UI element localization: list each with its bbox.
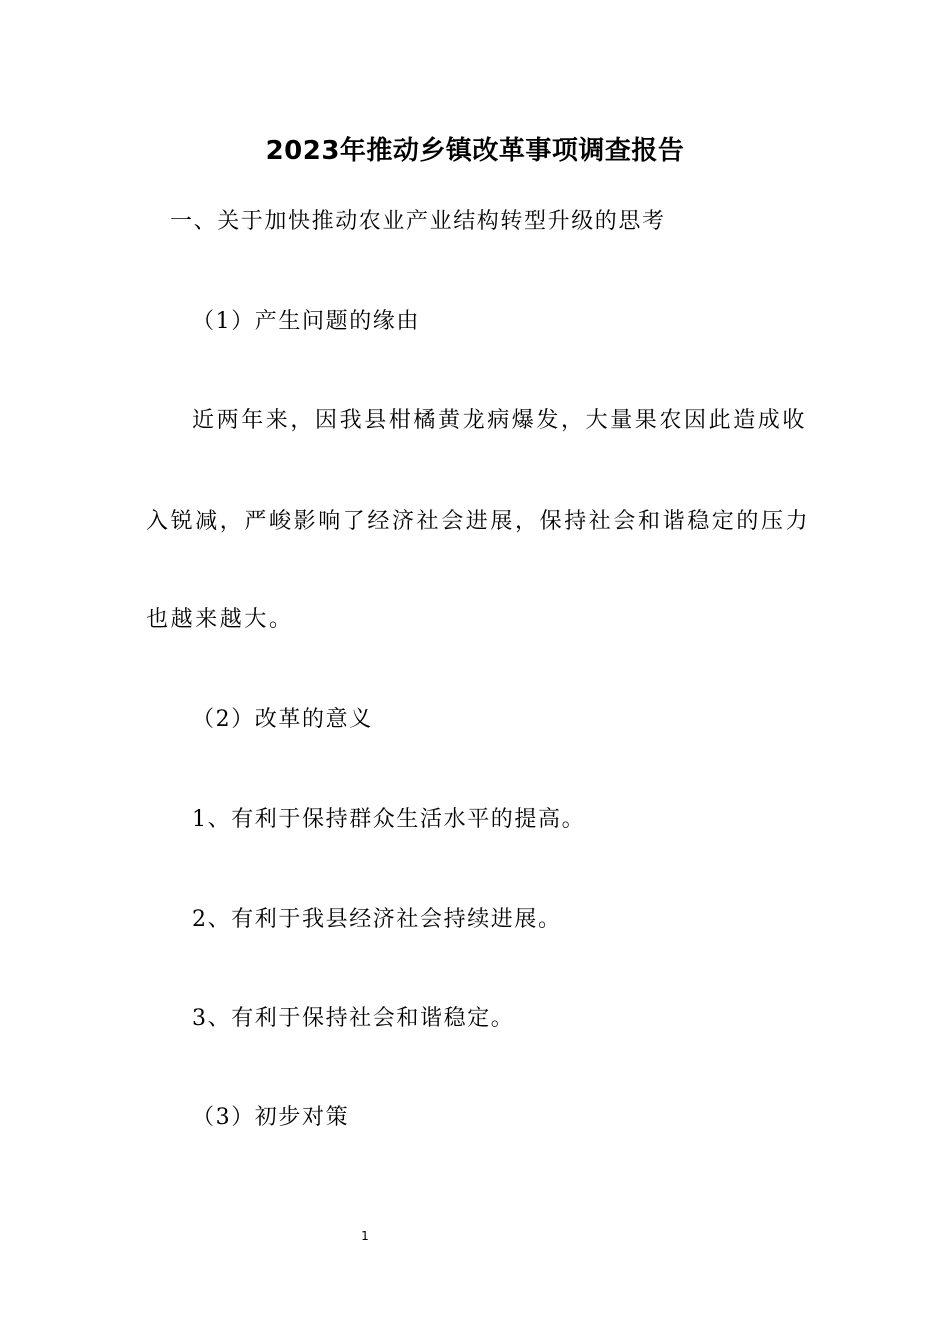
document-title: 2023年推动乡镇改革事项调查报告 — [265, 136, 685, 166]
subsection-heading-1: （1）产生问题的缘由 — [192, 309, 420, 334]
paragraph-line-2: 入锐减，严峻影响了经济社会进展，保持社会和谐稳定的压力 — [146, 509, 811, 534]
list-item: 3、有利于保持社会和谐稳定。 — [192, 1006, 515, 1031]
paragraph-line-1: 近两年来，因我县柑橘黄龙病爆发，大量果农因此造成收 — [192, 408, 808, 433]
list-item: 1、有利于保持群众生活水平的提高。 — [192, 807, 586, 832]
page-number: 1 — [361, 1229, 369, 1243]
subsection-heading-3: （3）初步对策 — [192, 1105, 350, 1130]
paragraph-line-3: 也越来越大。 — [146, 607, 294, 632]
section-heading: 一、关于加快推动农业产业结构转型升级的思考 — [170, 209, 666, 234]
list-item: 2、有利于我县经济社会持续进展。 — [192, 907, 562, 932]
subsection-heading-2: （2）改革的意义 — [192, 707, 373, 732]
